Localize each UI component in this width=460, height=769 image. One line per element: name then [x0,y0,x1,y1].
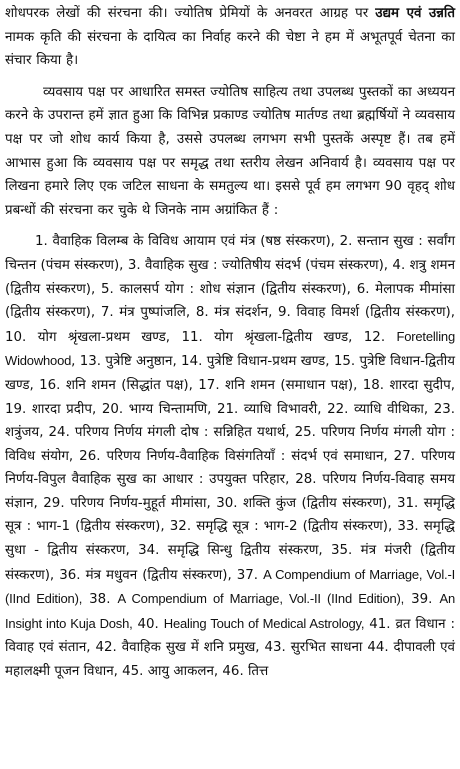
intro-text-start: शोधपरक लेखों की संरचना की। ज्योतिष प्रेमियों के अनवरत आग्रह पर [5,6,376,21]
list-part-6: 41. व्रत विधान : विवाह एवं संतान, 42. वैवाहिक सुख में शनि प्रमुख, 43. सुरभित साधना 44. दीपावली एवं महालक्ष्मी पूजन विधान, 45. आयु आकलन, 46. तित्त [5,616,456,680]
list-part-2: , 13. पुत्रेष्टि अनुष्ठान, 14. पुत्रेष्टि विधान-प्रथम खण्ड, 15. पुत्रेष्टि विधान-द्वितीय खण्ड, 16. शनि शमन (सिद्धांत पक्ष), 17. शनि शमन (समाधान पक्ष), 18. शारदा सुदीप, 19. शारदा प्रदीप, 20. भाग्य चिन्तामणि, 21. व्याधि विभावरी, 22. व्याधि वीथिका, 23. शत्रुंजय, 24. परिणय निर्णय मंगली दोष : सन्निहित यथार्थ, 25. परिणय निर्णय मंगली योग : विविध संयोग, 26. परिणय निर्णय-वैवाहिक विसंगतियाँ : संदर्भ एवं समाधान, 27. परिणय निर्णय-विपुल वैवाहिक सुख का आधार : उपयुक्त परिहार, 28. परिणय निर्णय-विवाह समय संज्ञान, 29. परिणय निर्णय-मुहूर्त मीमांसा, 30. शक्ति कुंज (द्वितीय संस्करण), 31. समृद्धि सूत्र : भाग-1 (द्वितीय संस्करण), 32. समृद्धि सूत्र : भाग-2 (द्वितीय संस्करण), 33. समृद्धि सुधा - द्वितीय संस्करण, 34. समृद्धि सिन्धु द्वितीय संस्करण, 35. मंत्र मंजरी (द्वितीय संस्करण), 36. मंत्र मधुवन (द्वितीय संस्करण), 37. [5,354,455,583]
intro-paragraph [5,2,455,73]
list-part-1: 1. वैवाहिक विलम्ब के विविध आयाम एवं मंत्र (षष्ठ संस्करण), 2. सन्तान सुख : सर्वांग चिन्तन (पंचम संस्करण), 3. वैवाहिक सुख : ज्योतिषीय संदर्भ (पंचम संस्करण), 4. शत्रु शमन (द्वितीय संस्करण), 5. कालसर्प योग : शोध संज्ञान (द्वितीय संस्करण), 6. मेलापक मीमांसा (द्वितीय संस्करण), 7. मंत्र पुष्पांजलि, 8. मंत्र संदर्शन, 9. विवाह विमर्श (द्वितीय संस्करण), 10. योग श्रृंखला-प्रथम खण्ड, 11. योग श्रृंखला-द्वितीय खण्ड, 12. [5,234,455,345]
list-part-3: 38. [82,592,118,608]
list-item-40-english: Healing Touch of Medical Astrology, [163,615,365,631]
list-part-5: 40. [132,616,164,632]
intro-text-end: नामक कृति की संरचना के दायित्व का निर्वाह करने की चेष्टा ने हम में अभूतपूर्व चेतना का संचार किया है। [5,29,455,69]
list-part-4: 39. [404,592,440,608]
list-item-12-english: Foretelling Widowhood [5,328,455,369]
book-title-udyam-evam-unnati: उद्यम एवं उन्नति [375,6,455,21]
business-paragraph: व्यवसाय पक्ष पर आधारित समस्त ज्योतिष साहित्य तथा उपलब्ध पुस्तकों का अध्ययन करने के उपरान्त हमें ज्ञात हुआ कि विभिन्न प्रकाण्ड ज्योतिष मार्तण्ड तथा ब्रह्मर्षियों ने व्यवसाय पक्ष पर जो शोध कार्य किया है, उससे उपलब्ध लगभग सभी पुस्तकें अस्पृष्ट हैं। तब हमें आभास हुआ कि व्यवसाय पक्ष पर समृद्ध तथा स्तरीय लेखन अनिवार्य है। व्यवसाय पक्ष पर लिखना हमारे लिए एक जटिल साधना के समतुल्य था। इससे पूर्व हम लगभग 90 वृहद् शोध प्रबन्धों की संरचना कर चुके थे जिनके नाम अग्रांकित हैं : [5,84,455,218]
list-item-37-english: A Compendium of Marriage, Vol.-I (IInd Edition), [5,566,455,607]
list-item-38-english: A Compendium of Marriage, Vol.-II (IInd Edition), [117,591,405,607]
list-item-39-english: An Insight into Kuja Dosh, [5,591,456,631]
publications-list [5,230,455,683]
